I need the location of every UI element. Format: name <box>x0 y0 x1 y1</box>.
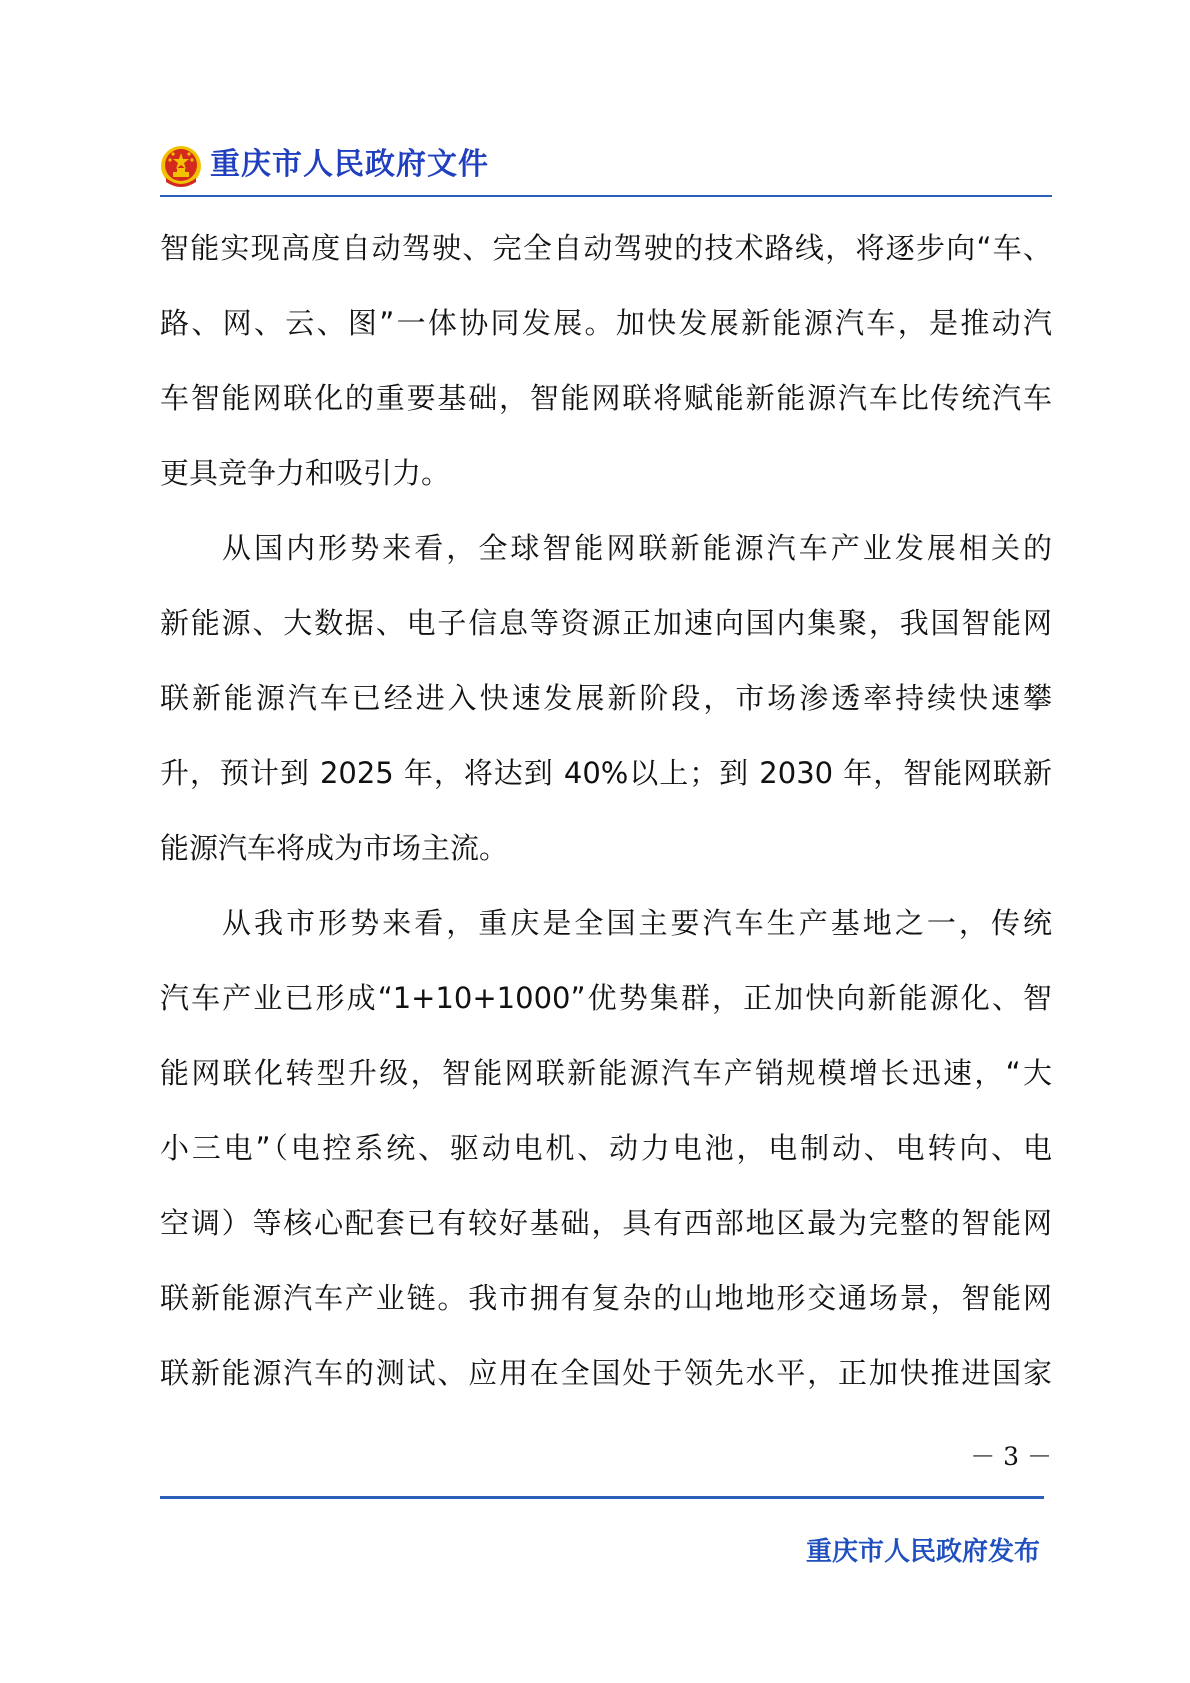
body-line: 车智能网联化的重要基础，智能网联将赋能新能源汽车比传统汽车 <box>160 381 1052 415</box>
body-line: 路、网、云、图”一体协同发展。加快发展新能源汽车，是推动汽 <box>160 306 1052 340</box>
body-line: 智能实现高度自动驾驶、完全自动驾驶的技术路线，将逐步向“车、 <box>160 231 1052 265</box>
body-line: 新能源、大数据、电子信息等资源正加速向国内集聚，我国智能网 <box>160 606 1052 640</box>
national-emblem-icon <box>160 144 202 190</box>
body-line: 从我市形势来看，重庆是全国主要汽车生产基地之一，传统 <box>222 906 1052 940</box>
header-title: 重庆市人民政府文件 <box>210 147 489 182</box>
body-line: 小三电”（电控系统、驱动电机、动力电池，电制动、电转向、电 <box>160 1131 1052 1165</box>
page-number: － 3 － <box>970 1442 1052 1471</box>
body-line: 升，预计到 2025 年，将达到 40%以上；到 2030 年，智能网联新 <box>160 756 1052 790</box>
body-text <box>160 224 1052 1424</box>
body-line: 联新能源汽车已经进入快速发展新阶段，市场渗透率持续快速攀 <box>160 681 1052 715</box>
footer-publisher: 重庆市人民政府发布 <box>805 1537 1040 1567</box>
footer-divider <box>160 1496 1044 1499</box>
body-line: 联新能源汽车产业链。我市拥有复杂的山地地形交通场景，智能网 <box>160 1281 1052 1315</box>
body-line: 能网联化转型升级，智能网联新能源汽车产销规模增长迅速，“大 <box>160 1056 1052 1090</box>
body-line: 空调）等核心配套已有较好基础，具有西部地区最为完整的智能网 <box>160 1206 1052 1240</box>
body-line: 更具竞争力和吸引力。 <box>160 456 451 490</box>
body-line: 能源汽车将成为市场主流。 <box>160 831 509 865</box>
header-divider <box>160 195 1052 197</box>
body-line: 从国内形势来看，全球智能网联新能源汽车产业发展相关的 <box>222 531 1052 565</box>
body-line: 联新能源汽车的测试、应用在全国处于领先水平，正加快推进国家 <box>160 1356 1052 1390</box>
body-line: 汽车产业已形成“1+10+1000”优势集群，正加快向新能源化、智 <box>160 981 1052 1015</box>
document-header <box>160 140 1052 196</box>
